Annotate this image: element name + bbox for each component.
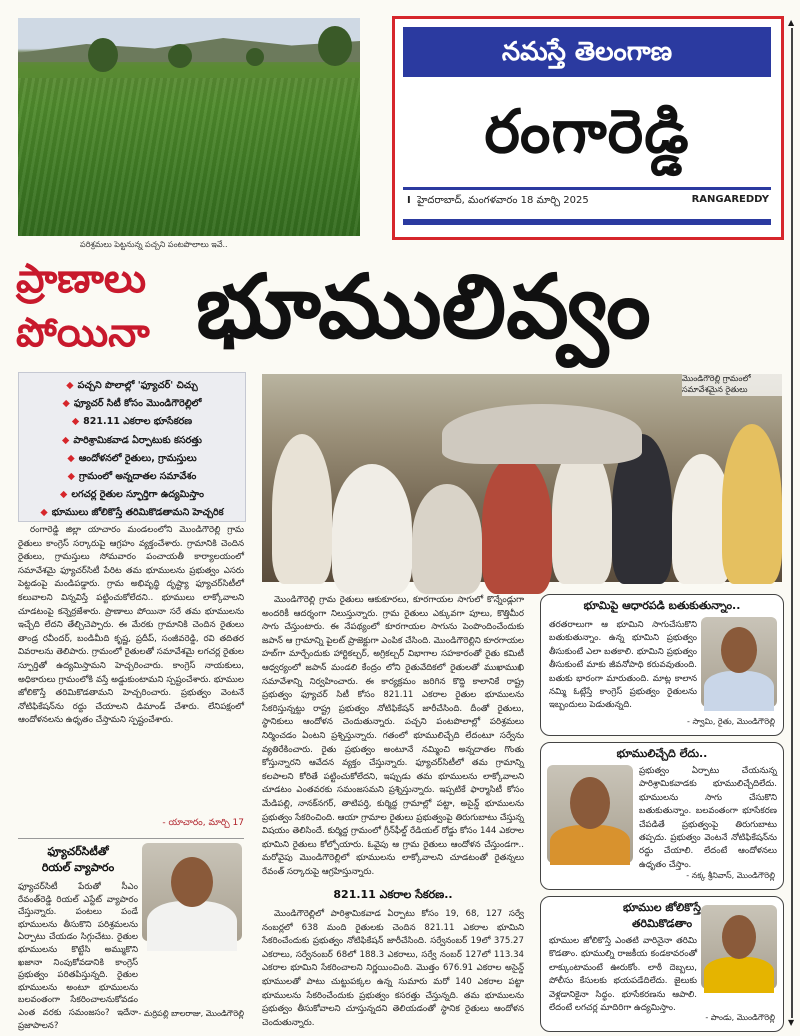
section-label: RANGAREDDY: [691, 194, 769, 205]
paddy-field-photo: [18, 18, 360, 236]
future-box-body-top: ఫ్యూచర్‌సిటీ పేరుతో సీఎం రేవంత్‌రెడ్డి రియల్ ఎస్టేట్ వ్యాపారం చేస్తున్నారు. పంటలు పండే భూములను తీసుకొని పరిశ్రమలను ఏర్పాటు చేయడం సిగ్గుచేటు. రైతుల భూములను కొట్టేసి అమ్ముకొని ఖజానా నింపుకోవడానికి కాంగ్రెస్ ప్రభుత్వం పరితపిస్తున్నది. రైతుల భూములను అంటూ భూములను బలవంతంగా సేకరించాలనుకోవడం ఎంత వరకు సమంజసం? ఇదేనా ప్రజాపాలన?: [18, 882, 138, 1031]
quote-box-pandu: [540, 896, 784, 1032]
highlight-item: [23, 486, 241, 504]
left-article-body: రంగారెడ్డి జిల్లా యాచారం మండలంలోని మొండిగౌరెల్లి గ్రామ రైతులు కాంగ్రెస్ సర్కారుపై ఆగ్రహం వ్యక్తంచేశారు. గ్రామానికి చెందిన రైతులు, గ్రామస్తులు సోమవారం పంచాయతీ కార్యాలయంలో సమావేశమై ఫ్యూచర్‌సిటీ పేరిట తమ భూములను ప్రభుత్వం ఎసరు పెట్టడంపై మండిపడ్డారు. గ్రామ అభివృద్ధి దృష్ట్యా ఫ్యూచర్‌సిటీలో కలువాలని విన్నవిస్తే పట్టించుకోలేదని.. భూములు లాక్కోవాలని చూడటంపై కన్నెర్రజేశారు. ప్రాణాలు పోయినా సరే తమ భూములను ఇచ్చేది లేదని తేల్చిచెప్పారు. ఈ మేరకు గ్రామానికి చెందిన రైతులు తాండ్ర రవీందర్, బండిమీది కృష్ణ, ప్రదీప్, సంజీవరెడ్డి, రవి తదితర వివరాలను తెలిపారు. గ్రామంలో రైతులతో సమావేశమై లగచర్ల రైతుల స్ఫూర్తితో ఉద్యమిస్తామని హెచ్చరించారు. కాంగ్రెస్ నాయకులు, అధికారులు గ్రామంలోకి వస్తే అడ్డుకుంటామని స్పష్టంచేశారు. భూముల జోలికొస్తే తరిమికొడతామని హెచ్చరించారు. ప్రభుత్వం వెంటనే నోటిఫికేషన్‌ను రద్దు చేయాలని డిమాండ్ చేశారు. లేనిపక్షంలో ఆందోళనలను ఉధృతం చేస్తామని స్పష్టంచేశారు.: [18, 525, 244, 726]
quote-box-3-title-2: తరిమికొడతాం: [631, 917, 693, 930]
center-article-body: మొండిగౌరెల్లి గ్రామ రైతులు ఆకుకూరలు, కూరగాయల సాగులో కొన్నేండ్లుగా అందరికీ ఆదర్శంగా నిలుస్తున్నారు. గ్రామ రైతులు ఎక్కువగా పూలు, కొత్తిమీర సాగు చేస్తుంటారు. ఈ నేపథ్యంలో కూరగాయల సాగును పెంపొందించేందుకు జపాన్ ఆ గ్రామాన్ని పైలట్ ప్రాజెక్టుగా ఎంపిక చేసింది. మొండిగౌరెల్లిని కూరగాయల హబ్‌గా మార్చేందుకు హార్టికల్చర్, అగ్రికల్చర్ విభాగాల సహకారంతో రైతు కమిటీ ఆధ్వర్యంలో జపాన్ మండలి కేంద్రం లోని రైతువేదికలో రైతులతో ముఖాముఖి సమావేశాన్ని నిర్వహించారు. ఈ కార్యక్రమం జరిగిన కొద్ది కాలానికే రాష్ట్ర ప్రభుత్వం ఫ్యూచర్ సిటీ కోసం 821.11 ఎకరాల రైతుల భూములను సేకరిస్తున్నట్టు రాష్ట్ర ప్రభుత్వం నోటిఫికేషన్ జారీచేసింది. దీంతో రైతులు, స్థానికులు ఆందోళన చెందుతున్నారు. పచ్చని పంటపొలాల్లో పరిశ్రమలు నిర్మించడం ఏంటని ప్రశ్నిస్తున్నారు. గతంలో భూములిచ్చేది లేదంటూ సర్వేను వ్యతిరేకించారు. రైతు ప్రభుత్వం అంటూనే నమ్మించి అన్నదాతల గొంతు కోస్తున్నారని ఆవేదన వ్యక్తం చేస్తున్నారు. ఫ్యూచర్‌సిటీలో తమ గ్రామాన్ని కలపాలని కోరితే పట్టించుకోలేదని, ఇప్పుడు తమ భూములను లాక్కోవాలని చూడటం ఎంతవరకు సమంజసమని ప్రశ్నిస్తున్నారు. ఇప్పటికే ఫార్మాసిటీ కోసం మేడిపల్లి, నానక్‌నగర్, తాటిపర్తి, కుర్మిద్ద గ్రామాల్లో పట్టా, అసైన్డ్ భూములను ప్రభుత్వం సేకరించింది. ఆయా గ్రామాల రైతులు ప్రభుత్వంపై తిరుగుబాటు చేస్తున్న విషయం తెలిసిందే. కుర్మిద్ద గ్రామంలో గ్రీన్‌ఫీల్డ్ రేడియల్ రోడ్డు కోసం 144 ఎకరాల భూమిని రైతులు కోల్పోయారు. ఓవైపు ఆ గ్రామ రైతులు ఆందోళన చేస్తుండగా.. మరోవైపు మొండిగౌరెల్లిలో భూములను లాక్కోవాలని చూడటంతో రైతన్నలు రేవంత్ సర్కారుపై ఆగ్రహిస్తున్నారు.: [262, 595, 524, 877]
bullet-icon: ◆: [71, 416, 80, 428]
bullet-icon: ◆: [62, 398, 70, 410]
swamy-portrait: [701, 617, 777, 707]
highlight-item: [23, 413, 241, 431]
srinivas-portrait: [547, 765, 633, 863]
quote-box-2-body: ప్రభుత్వం ఏర్పాటు చేయనున్న పారిశ్రామికవాడకు భూములిచ్చేదిలేదు. భూములను సాగు చేసుకొని బతుకుతున్నాం. బలవంతంగా భూసేకరణ చేపడితే ప్రభుత్వంపై తిరుగుబాటు తప్పదు. ప్రభుత్వం వెంటనే నోటిఫికేషన్‌ను రద్దు చేయాలి. లేదంటే ఆందోళనలు ఉధృతం చేస్తాం.: [639, 766, 777, 870]
highlight-item: [23, 432, 241, 450]
highlight-text: లగచర్ల రైతుల స్ఫూర్తిగా ఉద్యమిస్తాం: [71, 489, 204, 501]
bullet-icon: ◆: [62, 434, 70, 446]
kicker-line-2: పోయినా: [16, 310, 150, 356]
highlight-item: [23, 504, 241, 522]
kicker-line-1: ప్రాణాలు: [16, 256, 147, 302]
field-photo-caption: పరిశ్రమలు పెట్టనున్న పచ్చని పంటపొలాలు ఇవే..: [80, 240, 228, 249]
highlight-text: ఆందోళనలో రైతులు, గ్రామస్తులు: [78, 452, 197, 464]
bullet-icon: ◆: [67, 452, 75, 464]
highlight-text: పచ్చని పొలాల్లో 'ఫ్యూచర్' చిచ్చు: [77, 380, 198, 391]
issue-date-text: హైదరాబాద్, మంగళవారం 18 మార్చి 2025: [417, 195, 589, 206]
bullet-icon: ◆: [40, 507, 48, 519]
quote-box-3-title-1: భూముల జోలికొస్తే: [623, 901, 701, 914]
quote-box-1-body: తరతరాలుగా ఆ భూమిని సాగుచేసుకొని బతుకుతున్నాం. ఉన్న భూమిని ప్రభుత్వం తీసుకుంటే ఎలా బతకాలి. భూమిని ప్రభుత్వం తీసుకుంటే మాకు జీవనోపాధి కరువవుతుంది. బతుకు భారంగా మారుతుంది. మాట్ల కాలాన నమ్మి ఓట్లేస్తే కాంగ్రెస్ ప్రభుత్వం రైతులను ఇబ్బందులు పెడుతున్నది.: [549, 620, 697, 711]
highlight-text: భూములు జోలికొస్తే తరిమికొడతామని హెచ్చరిక: [51, 507, 224, 519]
center-article-body-2: మొండిగౌరెల్లిలో పారిశ్రామికవాడ ఏర్పాటు కోసం 19, 68, 127 సర్వే నంబర్లలో 638 మంది రైతులకు చెందిన 821.11 ఎకరాల భూమిని సేకరించేందుకు ప్రభుత్వం నోటిఫికేషన్ జారీచేసింది. సర్వేనంబర్ 19లో 375.27 ఎకరాలు, సర్వేనంబర్ 68లో 188.3 ఎకరాలు, సర్వే నంబర్ 127లో 113.34 ఎకరాల భూమిని సేకరించాలని నిర్ణయించింది. మొత్తం 676.91 ఎకరాల అసైన్డ్ భూములతో పాటు చుట్టుపక్కల ఉన్న సుమారు మరో 140 ఎకరాల పట్టా భూములను సేకరించేందుకు ప్రభుత్వం కసరత్తు చేస్తున్నది. తమ భూములను ప్రభుత్వం తీసుకోవాలని చూస్తున్నదని తెలియడంతో స్థానిక రైతులు ఆందోళన చెందుతున్నారు.: [262, 909, 524, 1028]
quote-box-swamy: [540, 594, 784, 736]
quote-box-3-body: భూముల జోలికొస్తే ఎంతటి వారినైనా తరిమి కొడతాం. భూముల్ని రాజకీయ కండకావరంతో లాక్కుంటామంటే ఊరుకోం. లాఠీ దెబ్బలు, పోలీసు కేసులకు భయపడేదిలేదు. జైలుకు వెళ్లడానికైనా సిద్ధం. భూసేకరణను ఆపాలి. లేదంటే లగచర్ల మాదిరిగా ఉద్యమిస్తాం.: [549, 936, 697, 1014]
bullet-icon: ◆: [66, 380, 74, 391]
meeting-photo-caption: మొండిగౌరెల్లి గ్రామంలో సమావేశమైన రైతులు: [682, 374, 782, 396]
paper-name: నమస్తే తెలంగాణ: [403, 27, 771, 77]
highlight-text: 821.11 ఎకరాల భూసేకరణ: [83, 416, 193, 428]
page-scrollbar[interactable]: [788, 18, 796, 1028]
quote-box-2-signature: - నక్క శ్రీనివాస్, మొండిగౌరెల్లి: [686, 871, 775, 880]
highlights-box: [18, 372, 246, 522]
quote-box-1-signature: - స్వామి, రైతు, మొండిగౌరెల్లి: [687, 717, 775, 726]
highlight-item: [23, 377, 241, 395]
main-headline: భూములివ్వం: [196, 255, 651, 358]
future-box-title-1: ఫ్యూచర్‌సిటీతో: [47, 845, 109, 858]
district-name: రంగారెడ్డి: [484, 97, 690, 167]
future-box-title-2: రియల్ వ్యాపారం: [41, 861, 115, 874]
dateline: - యాచారం, మార్చి 17: [162, 818, 244, 828]
highlight-item: [23, 450, 241, 468]
issue-date: [407, 194, 589, 208]
farmers-meeting-photo: [262, 374, 782, 582]
highlights-list: [19, 377, 245, 523]
pandu-portrait: [701, 905, 777, 989]
highlight-text: ఫ్యూచర్ సిటీ కోసం మొండిగౌరెల్లిలో: [73, 398, 202, 410]
quote-box-2-title: భూములిచ్చేది లేదు..: [616, 747, 708, 760]
highlight-item: [23, 468, 241, 486]
bullet-icon: ◆: [67, 471, 75, 483]
highlight-item: [23, 395, 241, 413]
future-box-signature: - మర్రిపల్లి బాలరాజు, మొండిగౌరెల్లి: [138, 1009, 244, 1018]
highlight-text: గ్రామంలో అన్నదాతల సమావేశం: [78, 471, 197, 483]
quote-box-3-signature: - పాండు, మొండిగౌరెల్లి: [705, 1013, 775, 1022]
bullet-icon: ◆: [60, 489, 68, 501]
future-city-box: [18, 838, 244, 1029]
balaraju-portrait: [142, 843, 242, 941]
masthead: [392, 16, 784, 240]
issue-marker: I: [407, 195, 411, 206]
center-subhead: 821.11 ఎకరాల సేకరణ..: [333, 888, 453, 901]
scroll-up-icon[interactable]: ▲: [788, 18, 795, 27]
quote-box-1-title: భూమిపై ఆధారపడి బతుకుతున్నాం..: [583, 599, 741, 612]
highlight-text: పారిశ్రామికవాడ ఏర్పాటుకు కసరత్తు: [73, 434, 202, 446]
scroll-down-icon[interactable]: ▼: [788, 1018, 795, 1027]
quote-box-srinivas: [540, 742, 784, 890]
